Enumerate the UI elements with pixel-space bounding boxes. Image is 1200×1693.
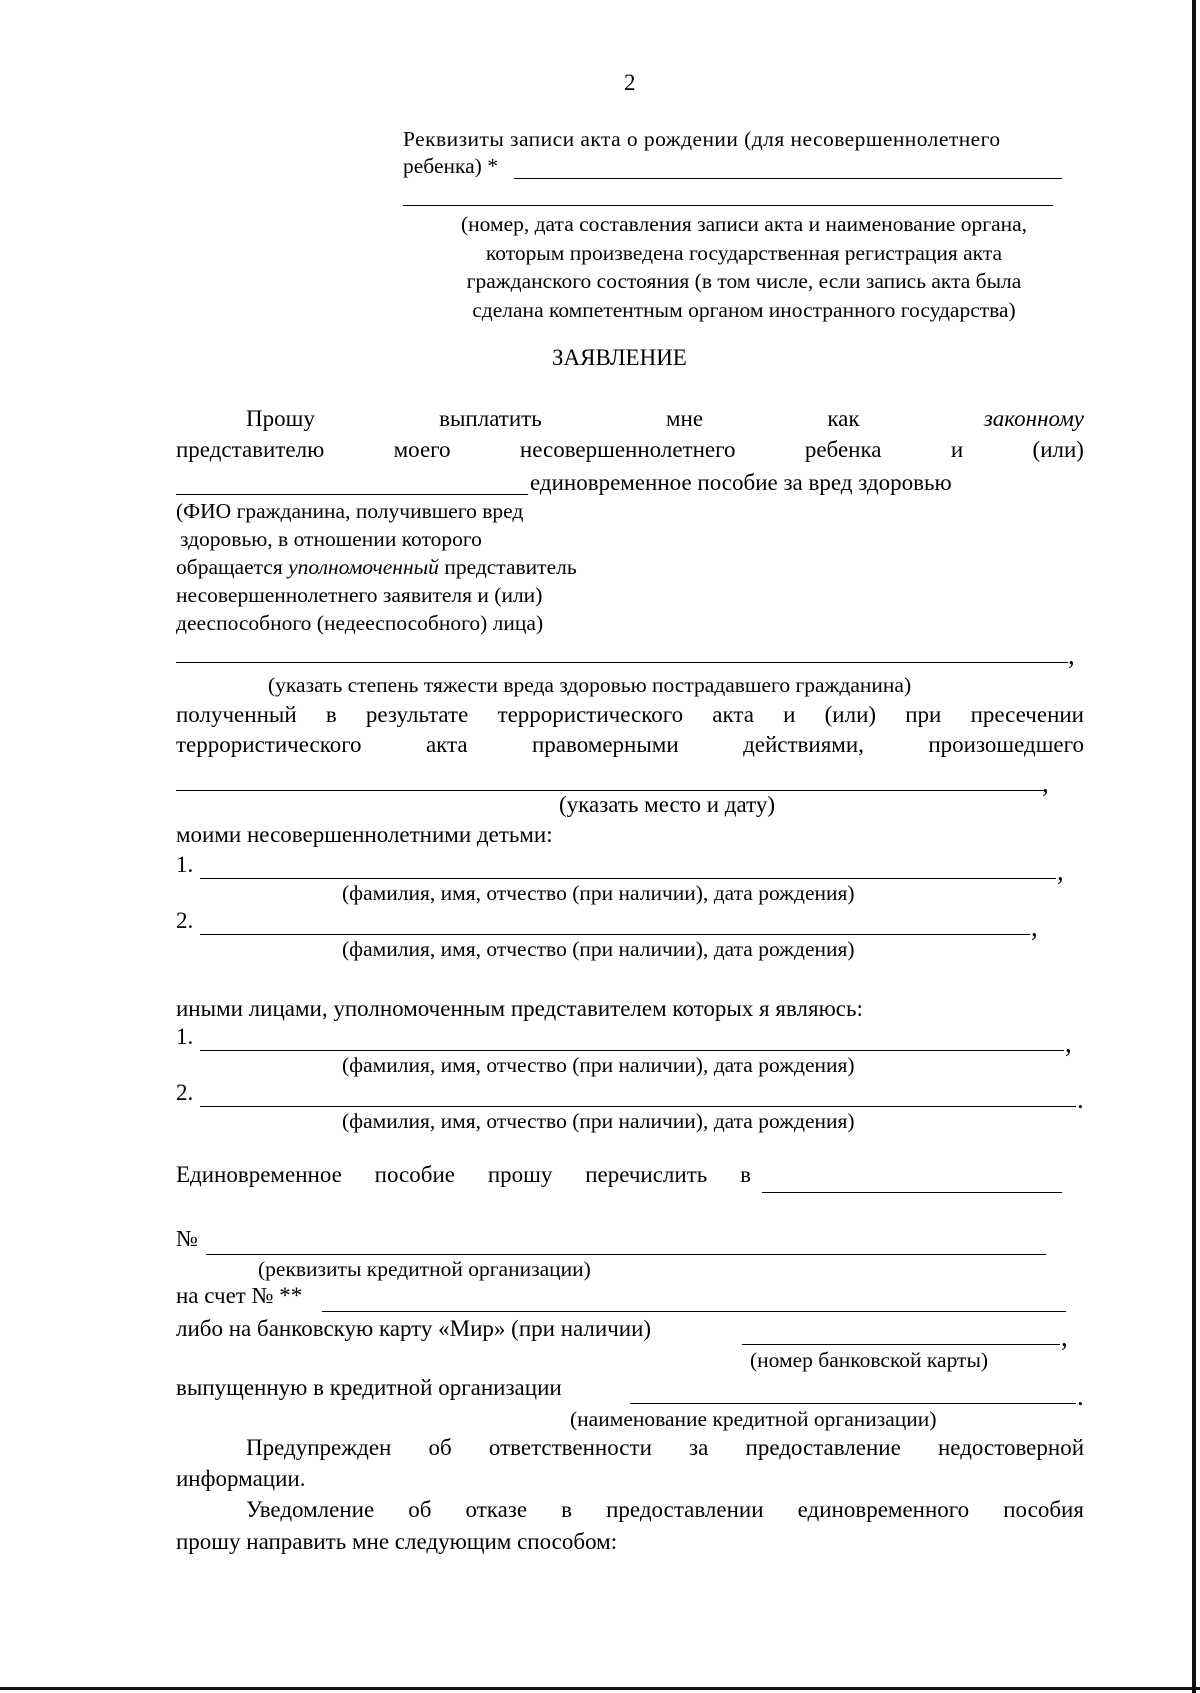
request-row3: единовременное пособие за вред здоровью xyxy=(530,470,952,495)
severity-field[interactable] xyxy=(176,662,1068,663)
severity-comma: , xyxy=(1068,640,1075,670)
account-field[interactable] xyxy=(322,1311,1066,1312)
account-label: на счет № ** xyxy=(176,1283,303,1308)
other-2-number: 2. xyxy=(176,1080,194,1105)
fio-caption: (ФИО гражданина, получившего вред здоровью, в отношении которого обращается уполномоченный представитель несовершеннолетнего заявителя и (или) дееспособного (недееспособного) лица) xyxy=(176,499,577,635)
card-field[interactable] xyxy=(742,1344,1060,1345)
transfer-line: Единовременное пособие прошу перечислить в xyxy=(176,1162,751,1187)
child-1-caption: (фамилия, имя, отчество (при наличии), дата рождения) xyxy=(342,881,855,905)
warning-line2: информации. xyxy=(176,1466,306,1491)
other-1-number: 1. xyxy=(176,1024,194,1049)
notice-line2: прошу направить мне следующим способом: xyxy=(176,1529,618,1554)
birth-record-field[interactable] xyxy=(514,178,1062,179)
act-line2: террористического акта правомерными действиями, произошедшего xyxy=(176,732,1084,757)
place-comma: , xyxy=(1042,768,1049,798)
page-edge-bottom xyxy=(0,1687,1200,1690)
birth-record-line1 xyxy=(403,127,1085,152)
place-date-field[interactable] xyxy=(176,790,1044,791)
other-2-period: . xyxy=(1077,1084,1084,1114)
issued-field[interactable] xyxy=(630,1403,1076,1404)
severity-caption: (указать степень тяжести вреда здоровью пострадавшего гражданина) xyxy=(268,673,912,697)
card-caption: (номер банковской карты) xyxy=(750,1348,989,1372)
bank-requisites-field[interactable] xyxy=(206,1254,1046,1255)
request-row2: представителю моего несовершеннолетнего ребенка и (или) xyxy=(176,437,1084,462)
page-number: 2 xyxy=(624,70,636,95)
place-caption: (указать место и дату) xyxy=(559,792,776,817)
child-2-caption: (фамилия, имя, отчество (при наличии), дата рождения) xyxy=(342,937,855,961)
issued-caption: (наименование кредитной организации) xyxy=(570,1407,937,1431)
act-line1: полученный в результате террористического акта и (или) при пресечении xyxy=(176,702,1084,727)
other-1-caption: (фамилия, имя, отчество (при наличии), дата рождения) xyxy=(342,1053,855,1077)
page-edge-right xyxy=(1192,0,1196,1693)
other-2-caption: (фамилия, имя, отчество (при наличии), дата рождения) xyxy=(342,1109,855,1133)
child-1-comma: , xyxy=(1057,856,1064,886)
child-1-number: 1. xyxy=(176,852,194,877)
recipient-fio-field[interactable] xyxy=(176,494,528,495)
child-1-field[interactable] xyxy=(200,878,1056,879)
card-label: либо на банковскую карту «Мир» (при наличии) xyxy=(176,1316,652,1341)
others-heading: иными лицами, уполномоченным представителем которых я являюсь: xyxy=(176,996,863,1021)
warning-line1: Предупрежден об ответственности за предоставление недостоверной xyxy=(246,1435,1084,1460)
notice-line1: Уведомление об отказе в предоставлении единовременного пособия xyxy=(246,1497,1084,1522)
bank-field[interactable] xyxy=(762,1192,1062,1193)
birth-record-text: Реквизиты записи акта о рождении (для несовершеннолетнего xyxy=(403,127,1001,151)
issued-label: выпущенную в кредитной организации xyxy=(176,1375,562,1400)
birth-record-caption: (номер, дата составления записи акта и наименование органа, которым произведена государственная регистрация акта гражданского состояния (в том числе, если запись акта была сделана компетентным органом иностранного государства) xyxy=(460,212,1028,322)
other-1-comma: , xyxy=(1065,1028,1072,1058)
birth-record-field-2[interactable] xyxy=(403,205,1053,206)
birth-record-line2: ребенка) * xyxy=(403,154,498,178)
child-2-comma: , xyxy=(1031,912,1038,942)
child-2-field[interactable] xyxy=(200,934,1030,935)
other-1-field[interactable] xyxy=(200,1050,1064,1051)
child-2-number: 2. xyxy=(176,908,194,933)
children-heading: моими несовершеннолетними детьми: xyxy=(176,822,553,847)
issued-period: . xyxy=(1077,1381,1084,1411)
request-row1: Прошу выплатить мне как законному xyxy=(246,406,1084,431)
page-title: ЗАЯВЛЕНИЕ xyxy=(552,345,687,370)
card-comma: , xyxy=(1061,1322,1068,1352)
other-2-field[interactable] xyxy=(200,1106,1076,1107)
number-sign: № xyxy=(176,1226,198,1251)
bank-caption: (реквизиты кредитной организации) xyxy=(258,1257,591,1281)
